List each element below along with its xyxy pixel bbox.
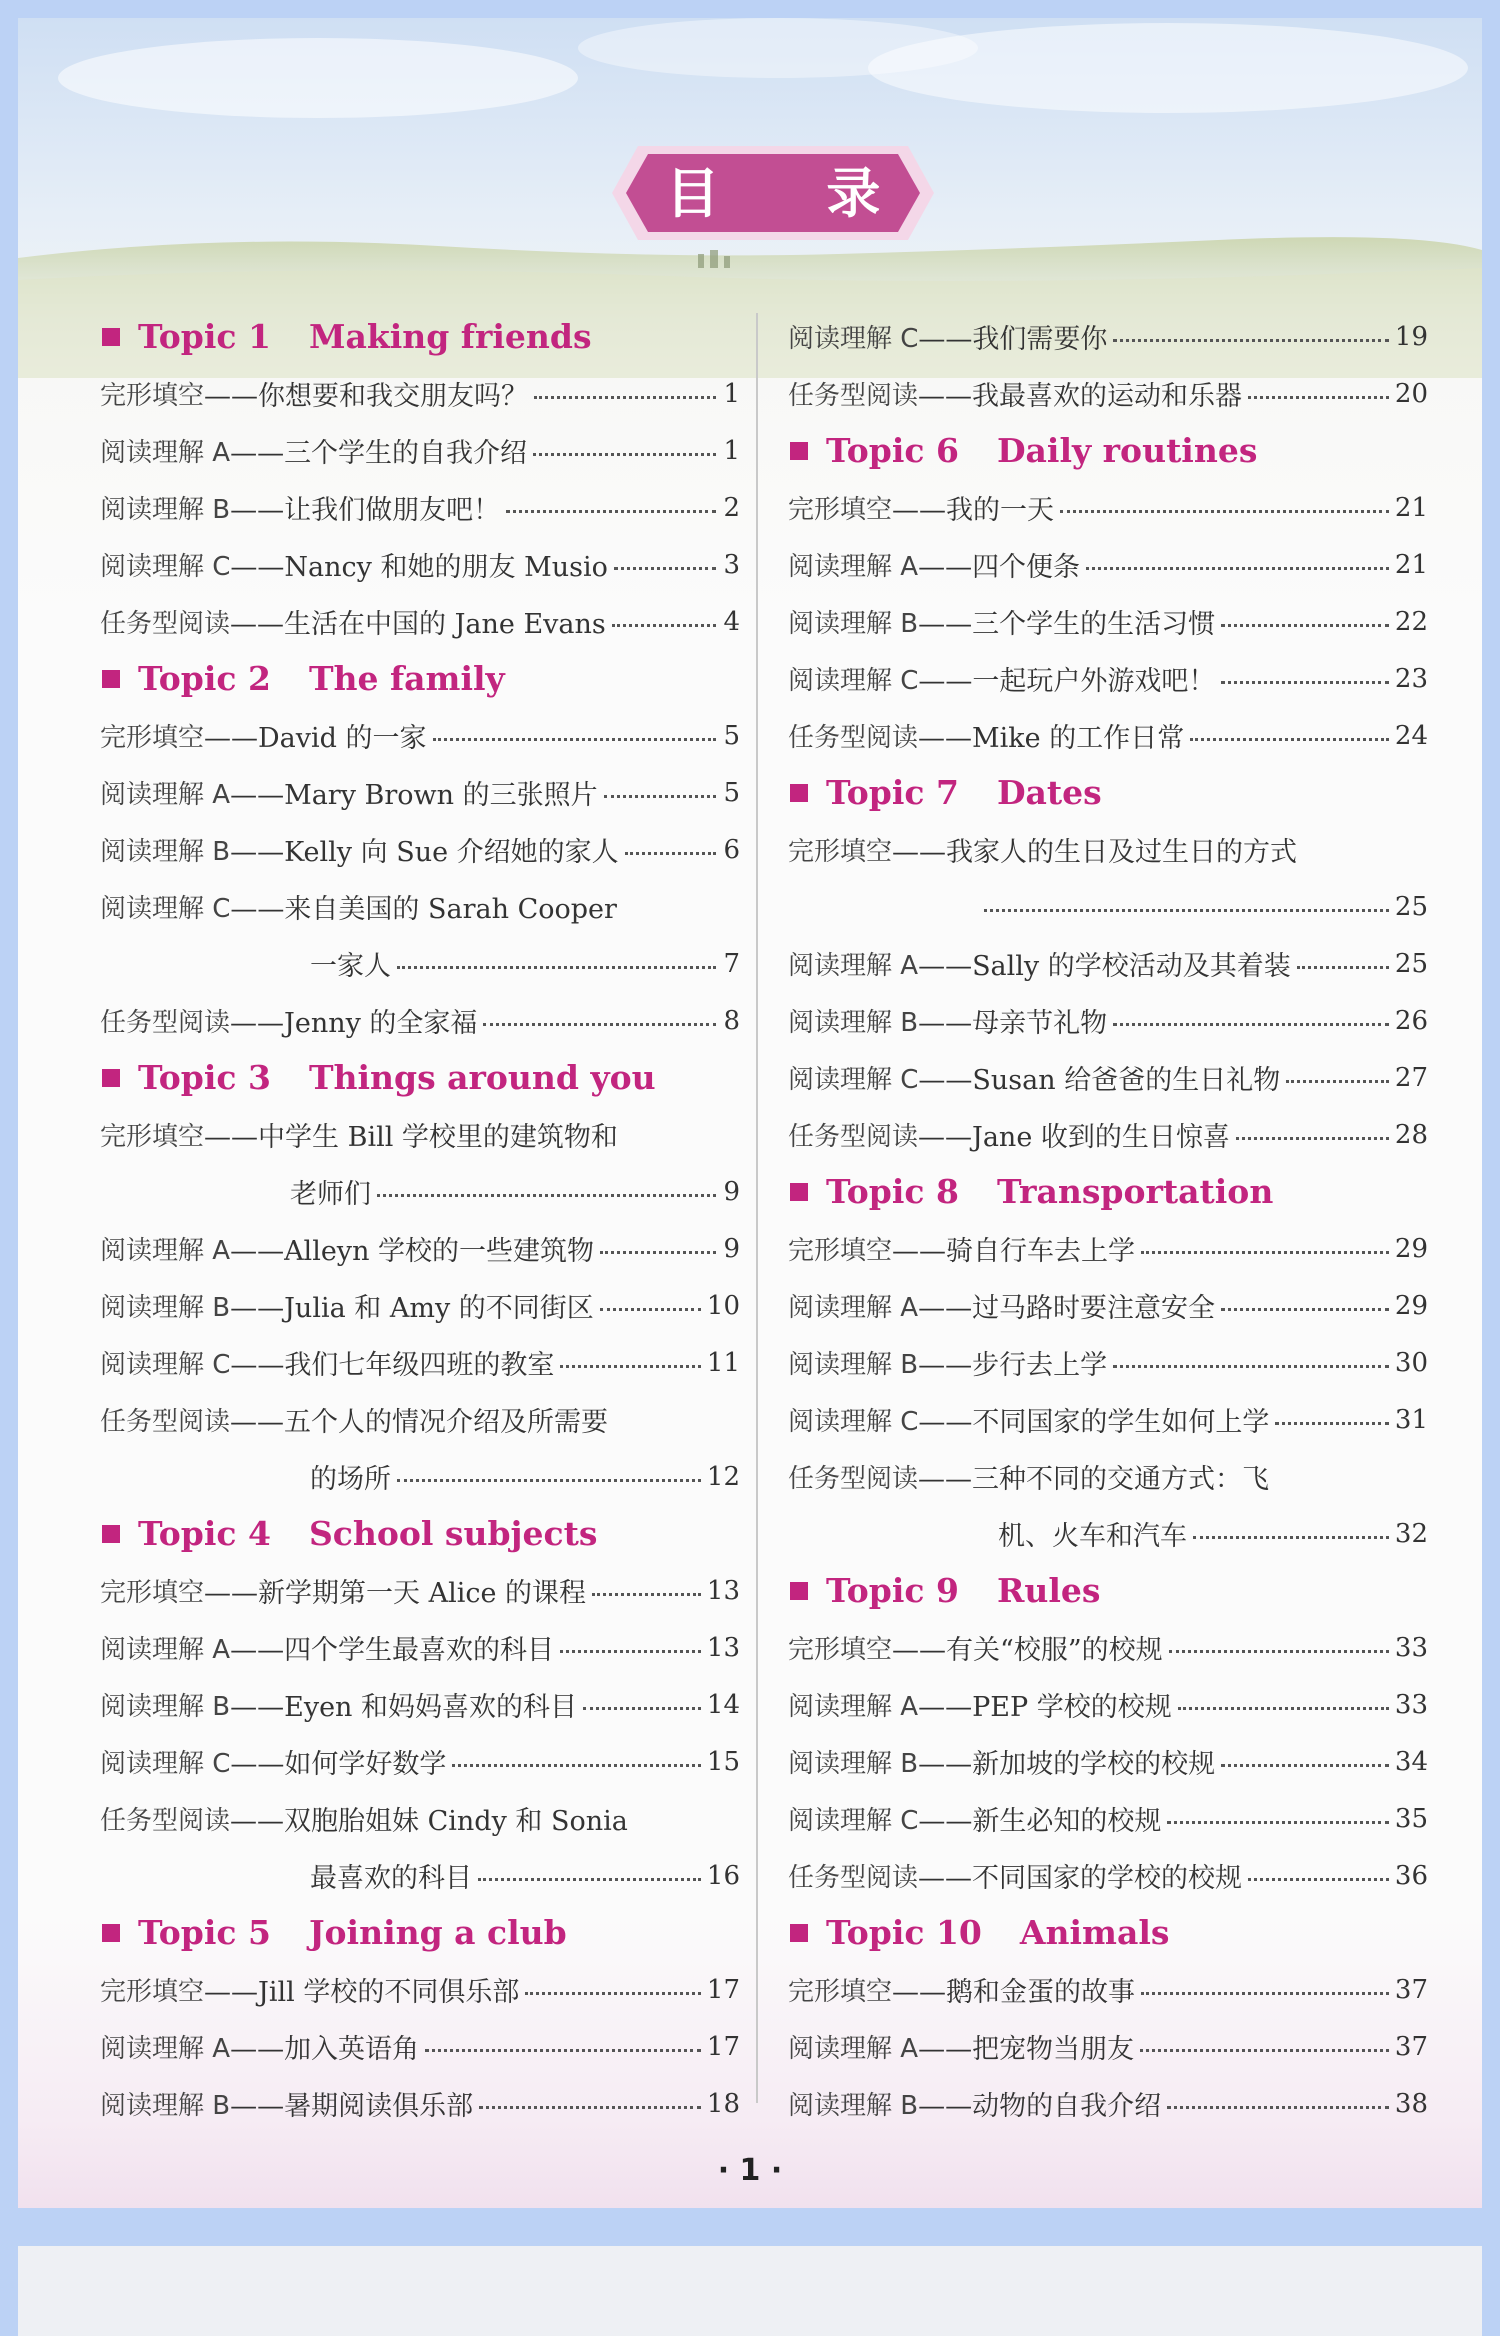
- entry-title: ——新生必知的校规: [918, 1806, 1162, 1837]
- entry-page-number: 22: [1394, 606, 1428, 637]
- entry-page-number: 13: [706, 1632, 740, 1663]
- entry-page-number: 21: [1394, 549, 1428, 580]
- square-bullet-icon: [790, 1582, 808, 1600]
- entry-page-number: 33: [1394, 1689, 1428, 1720]
- toc-entry: [788, 1619, 1428, 1676]
- entry-page-number: 37: [1394, 1974, 1428, 2005]
- entry-title: ——Jane 收到的生日惊喜: [918, 1122, 1230, 1153]
- toc-entry: [788, 1106, 1428, 1163]
- topic-number: Topic 6: [826, 431, 959, 470]
- topic-name: Animals: [1019, 1913, 1170, 1952]
- dot-leader: [1178, 1707, 1389, 1710]
- square-bullet-icon: [102, 1525, 120, 1543]
- entry-title: ——三个学生的生活习惯: [918, 609, 1216, 640]
- entry-page-number: 34: [1394, 1746, 1428, 1777]
- toc-entry: [100, 593, 740, 650]
- entry-title: ——四个便条: [918, 552, 1081, 583]
- entry-title: ——Jenny 的全家福: [230, 1008, 478, 1039]
- entry-title: ——Susan 给爸爸的生日礼物: [918, 1065, 1281, 1096]
- toc-entry-continuation: [100, 1847, 740, 1904]
- topic-number: Topic 8: [826, 1172, 959, 1211]
- entry-category: 阅读理解 B: [788, 1749, 919, 1779]
- toc-entry: [788, 365, 1428, 422]
- square-bullet-icon: [102, 1069, 120, 1087]
- entry-category: 任务型阅读: [100, 1407, 231, 1437]
- dot-leader: [583, 1707, 701, 1710]
- entry-page-number: 31: [1394, 1404, 1428, 1435]
- entry-page-number: 26: [1394, 1005, 1428, 1036]
- entry-category: 任务型阅读: [788, 381, 919, 411]
- toc-entry: [788, 1220, 1428, 1277]
- entry-page-number: 29: [1394, 1233, 1428, 1264]
- toc-entry: [788, 1049, 1428, 1106]
- entry-page-number: 15: [706, 1746, 740, 1777]
- dot-leader: [1167, 2106, 1389, 2109]
- entry-page-number: 35: [1394, 1803, 1428, 1834]
- entry-page-number: 28: [1394, 1119, 1428, 1150]
- dot-leader: [1297, 966, 1389, 969]
- toc-entry: [788, 935, 1428, 992]
- entry-category: 完形填空: [788, 1977, 893, 2007]
- entry-title: ——Mary Brown 的三张照片: [230, 780, 598, 811]
- topic-number: Topic 4: [138, 1514, 271, 1553]
- toc-entry: [788, 1391, 1428, 1448]
- toc-entry: [100, 707, 740, 764]
- topic-heading: [788, 1904, 1428, 1961]
- toc-entry: [100, 1391, 740, 1448]
- topic-name: Rules: [996, 1571, 1101, 1610]
- toc-entry: [100, 1676, 740, 1733]
- toc-entry: [788, 1847, 1428, 1904]
- toc-entry: [788, 992, 1428, 1049]
- entry-page-number: 1: [723, 435, 740, 466]
- toc-entry: [788, 2018, 1428, 2075]
- entry-title: ——我的一天: [892, 495, 1055, 526]
- dot-leader: [1113, 339, 1388, 342]
- toc-entry: [100, 422, 740, 479]
- entry-title: ——Kelly 向 Sue 介绍她的家人: [230, 837, 619, 868]
- square-bullet-icon: [102, 1924, 120, 1942]
- toc-entry: [788, 593, 1428, 650]
- toc-entry: [100, 821, 740, 878]
- topic-heading: [788, 422, 1428, 479]
- entry-category: 阅读理解 A: [100, 1236, 231, 1266]
- topic-name: Joining a club: [308, 1913, 567, 1952]
- entry-category: 任务型阅读: [788, 1863, 919, 1893]
- toc-entry: [100, 479, 740, 536]
- dot-leader: [397, 1479, 701, 1482]
- entry-page-number: 2: [723, 492, 740, 523]
- topic-name: School subjects: [308, 1514, 598, 1553]
- topic-name: Making friends: [308, 317, 592, 356]
- entry-title: ——Jill 学校的不同俱乐部: [204, 1977, 520, 2008]
- dot-leader: [612, 624, 716, 627]
- entry-category: 阅读理解 A: [788, 951, 919, 981]
- toc-entry: [100, 536, 740, 593]
- entry-title: ——三个学生的自我介绍: [230, 438, 528, 469]
- topic-heading: [788, 1562, 1428, 1619]
- entry-title: ——中学生 Bill 学校里的建筑物和: [204, 1122, 618, 1153]
- entry-page-number: 18: [706, 2088, 740, 2119]
- entry-title: ——让我们做朋友吧！: [230, 495, 501, 526]
- dot-leader: [984, 909, 1389, 912]
- entry-title: ——David 的一家: [204, 723, 427, 754]
- toc-entry-continuation: [788, 1505, 1428, 1562]
- toc-entry: [100, 2018, 740, 2075]
- topic-number: Topic 2: [138, 659, 271, 698]
- topic-number: Topic 10: [826, 1913, 982, 1952]
- dot-leader: [533, 453, 716, 456]
- dot-leader: [1248, 1878, 1389, 1881]
- entry-title: ——不同国家的学生如何上学: [918, 1407, 1270, 1438]
- topic-name: The family: [308, 659, 505, 698]
- toc-entry-continuation: [100, 1163, 740, 1220]
- entry-category: 阅读理解 B: [100, 837, 231, 867]
- dot-leader: [525, 1992, 701, 1995]
- entry-category: 阅读理解 A: [788, 1293, 919, 1323]
- entry-category: 阅读理解 A: [788, 1692, 919, 1722]
- entry-category: 阅读理解 C: [788, 1065, 919, 1095]
- entry-title-continued: 一家人: [310, 951, 391, 982]
- entry-title: ——来自美国的 Sarah Cooper: [230, 894, 617, 925]
- topic-heading: [100, 308, 740, 365]
- entry-title: ——骑自行车去上学: [892, 1236, 1136, 1267]
- entry-page-number: 38: [1394, 2088, 1428, 2119]
- topic-number: Topic 7: [826, 773, 959, 812]
- entry-category: 任务型阅读: [788, 723, 919, 753]
- entry-category: 任务型阅读: [100, 1008, 231, 1038]
- entry-title: ——我家人的生日及过生日的方式: [892, 837, 1298, 868]
- toc-entry: [788, 536, 1428, 593]
- entry-title: ——生活在中国的 Jane Evans: [230, 609, 606, 640]
- entry-page-number: 5: [723, 720, 740, 751]
- dot-leader: [433, 738, 716, 741]
- entry-category: 阅读理解 A: [788, 2034, 919, 2064]
- entry-title: ——五个人的情况介绍及所需要: [230, 1407, 609, 1438]
- entry-page-number: 21: [1394, 492, 1428, 523]
- entry-title: ——Eyen 和妈妈喜欢的科目: [230, 1692, 578, 1723]
- entry-title: ——Mike 的工作日常: [918, 723, 1185, 754]
- entry-page-number: 25: [1394, 948, 1428, 979]
- topic-name: Dates: [996, 773, 1102, 812]
- entry-page-number: 20: [1394, 378, 1428, 409]
- dot-leader: [600, 1251, 716, 1254]
- entry-title: ——Sally 的学校活动及其着装: [918, 951, 1291, 982]
- entry-page-number: 7: [723, 948, 740, 979]
- entry-title: ——加入英语角: [230, 2034, 420, 2065]
- dot-leader: [1248, 396, 1389, 399]
- toc-entry: [100, 1961, 740, 2018]
- entry-title: ——不同国家的学校的校规: [918, 1863, 1243, 1894]
- entry-page-number: 4: [723, 606, 740, 637]
- entry-category: 阅读理解 C: [100, 552, 231, 582]
- entry-page-number: 32: [1394, 1518, 1428, 1549]
- entry-page-number: 9: [723, 1176, 740, 1207]
- entry-category: 阅读理解 A: [100, 2034, 231, 2064]
- dot-leader: [1236, 1137, 1389, 1140]
- entry-category: 阅读理解 B: [788, 1008, 919, 1038]
- entry-page-number: 37: [1394, 2031, 1428, 2062]
- toc-entry: [788, 1676, 1428, 1733]
- dot-leader: [1113, 1023, 1389, 1026]
- entry-page-number: 11: [706, 1347, 740, 1378]
- dot-leader: [1190, 738, 1389, 741]
- page-title: 目 录: [665, 161, 925, 225]
- toc-entry: [100, 992, 740, 1049]
- entry-category: 完形填空: [788, 495, 893, 525]
- entry-page-number: 10: [706, 1290, 740, 1321]
- entry-title: ——我们需要你: [918, 324, 1108, 355]
- entry-page-number: 6: [723, 834, 740, 865]
- entry-category: 阅读理解 C: [100, 894, 231, 924]
- toc-entry: [788, 1334, 1428, 1391]
- entry-category: 阅读理解 A: [100, 1635, 231, 1665]
- toc-entry: [788, 308, 1428, 365]
- entry-category: 阅读理解 A: [788, 552, 919, 582]
- dot-leader: [560, 1650, 701, 1653]
- toc-right-column: [788, 308, 1428, 2132]
- entry-category: 完形填空: [100, 1977, 205, 2007]
- dot-leader: [1086, 567, 1389, 570]
- entry-page-number: 25: [1394, 891, 1428, 922]
- entry-title: ——有关“校服”的校规: [892, 1635, 1163, 1666]
- topic-heading: [100, 1049, 740, 1106]
- dot-leader: [1275, 1422, 1388, 1425]
- topic-number: Topic 5: [138, 1913, 271, 1952]
- entry-category: 完形填空: [100, 381, 205, 411]
- topic-heading: [788, 1163, 1428, 1220]
- toc-entry-continuation: [100, 1448, 740, 1505]
- dot-leader: [1060, 510, 1389, 513]
- entry-category: 完形填空: [788, 1236, 893, 1266]
- toc-entry: [788, 1277, 1428, 1334]
- entry-category: 任务型阅读: [788, 1464, 919, 1494]
- entry-page-number: 33: [1394, 1632, 1428, 1663]
- entry-page-number: 12: [706, 1461, 740, 1492]
- dot-leader: [614, 567, 716, 570]
- entry-category: 阅读理解 B: [100, 1293, 231, 1323]
- square-bullet-icon: [790, 1183, 808, 1201]
- dot-leader: [592, 1593, 701, 1596]
- entry-page-number: 8: [723, 1005, 740, 1036]
- square-bullet-icon: [790, 442, 808, 460]
- toc-entry-continuation: [100, 935, 740, 992]
- entry-title-continued: 最喜欢的科目: [310, 1863, 472, 1894]
- entry-category: 完形填空: [788, 837, 893, 867]
- topic-heading: [788, 764, 1428, 821]
- dot-leader: [377, 1194, 716, 1197]
- entry-category: 阅读理解 C: [788, 324, 919, 354]
- entry-category: 阅读理解 B: [100, 2091, 231, 2121]
- toc-entry-continuation: [788, 878, 1428, 935]
- dot-leader: [1221, 1308, 1389, 1311]
- column-divider: [756, 313, 758, 2103]
- entry-page-number: 16: [706, 1860, 740, 1891]
- entry-category: 阅读理解 A: [100, 780, 231, 810]
- toc-entry: [100, 1790, 740, 1847]
- entry-category: 阅读理解 A: [100, 438, 231, 468]
- dot-leader: [478, 1878, 701, 1881]
- entry-title: ——PEP 学校的校规: [918, 1692, 1172, 1723]
- toc-entry: [100, 1619, 740, 1676]
- entry-page-number: 24: [1394, 720, 1428, 751]
- entry-category: 阅读理解 B: [788, 2091, 919, 2121]
- entry-title: ——三种不同的交通方式：飞: [918, 1464, 1270, 1495]
- entry-title-continued: 的场所: [310, 1464, 391, 1495]
- entry-title: ——双胞胎姐妹 Cindy 和 Sonia: [230, 1806, 628, 1837]
- dot-leader: [534, 396, 716, 399]
- toc-entry: [788, 650, 1428, 707]
- dot-leader: [506, 510, 716, 513]
- dot-leader: [483, 1023, 716, 1026]
- entry-title: ——过马路时要注意安全: [918, 1293, 1216, 1324]
- entry-title: ——一起玩户外游戏吧！: [918, 666, 1216, 697]
- topic-number: Topic 1: [138, 317, 271, 356]
- topic-heading: [100, 1505, 740, 1562]
- toc-entry: [100, 2075, 740, 2132]
- entry-page-number: 3: [723, 549, 740, 580]
- entry-title: ——我最喜欢的运动和乐器: [918, 381, 1243, 412]
- square-bullet-icon: [790, 1924, 808, 1942]
- dot-leader: [397, 966, 716, 969]
- toc-entry: [100, 1334, 740, 1391]
- entry-title: ——鹅和金蛋的故事: [892, 1977, 1136, 2008]
- entry-page-number: 9: [723, 1233, 740, 1264]
- entry-category: 完形填空: [100, 723, 205, 753]
- entry-title: ——新学期第一天 Alice 的课程: [204, 1578, 587, 1609]
- entry-category: 阅读理解 C: [788, 666, 919, 696]
- dot-leader: [625, 852, 716, 855]
- dot-leader: [425, 2049, 701, 2052]
- entry-page-number: 19: [1394, 321, 1428, 352]
- entry-title: ——把宠物当朋友: [918, 2034, 1135, 2065]
- entry-page-number: 14: [706, 1689, 740, 1720]
- toc-entry: [788, 821, 1428, 878]
- dot-leader: [1193, 1536, 1389, 1539]
- toc-entry: [788, 707, 1428, 764]
- toc-left-column: [100, 308, 740, 2132]
- toc-entry: [788, 1790, 1428, 1847]
- entry-category: 任务型阅读: [100, 609, 231, 639]
- toc-entry: [788, 1448, 1428, 1505]
- entry-title: ——如何学好数学: [230, 1749, 447, 1780]
- entry-page-number: 29: [1394, 1290, 1428, 1321]
- entry-category: 完形填空: [788, 1635, 893, 1665]
- dot-leader: [1221, 624, 1389, 627]
- toc-entry: [788, 479, 1428, 536]
- toc-entry: [100, 764, 740, 821]
- entry-page-number: 27: [1394, 1062, 1428, 1093]
- entry-title: ——动物的自我介绍: [918, 2091, 1162, 2122]
- topic-name: Transportation: [996, 1172, 1274, 1211]
- dot-leader: [1169, 1650, 1389, 1653]
- entry-title: ——母亲节礼物: [918, 1008, 1108, 1039]
- dot-leader: [600, 1308, 701, 1311]
- entry-title: ——Julia 和 Amy 的不同街区: [230, 1293, 594, 1324]
- dot-leader: [1141, 1992, 1389, 1995]
- toc-entry: [100, 1277, 740, 1334]
- entry-category: 阅读理解 B: [788, 1350, 919, 1380]
- title-banner: [608, 138, 938, 248]
- entry-page-number: 36: [1394, 1860, 1428, 1891]
- toc-entry: [100, 1562, 740, 1619]
- topic-number: Topic 9: [826, 1571, 959, 1610]
- toc-entry: [100, 365, 740, 422]
- dot-leader: [1167, 1821, 1388, 1824]
- dot-leader: [479, 2106, 701, 2109]
- entry-title-continued: 老师们: [290, 1179, 371, 1210]
- topic-number: Topic 3: [138, 1058, 271, 1097]
- page-number: · 1 ·: [717, 2153, 783, 2188]
- entry-category: 阅读理解 B: [100, 495, 231, 525]
- toc-entry: [788, 1733, 1428, 1790]
- topic-name: Things around you: [308, 1058, 656, 1097]
- entry-category: 任务型阅读: [788, 1122, 919, 1152]
- toc-entry: [100, 878, 740, 935]
- dot-leader: [1286, 1080, 1389, 1083]
- entry-category: 阅读理解 C: [788, 1407, 919, 1437]
- entry-title: ——四个学生最喜欢的科目: [230, 1635, 555, 1666]
- entry-title: ——暑期阅读俱乐部: [230, 2091, 474, 2122]
- dot-leader: [1113, 1365, 1389, 1368]
- square-bullet-icon: [102, 328, 120, 346]
- toc-page: [18, 18, 1482, 2208]
- next-page-edge: [18, 2246, 1482, 2336]
- dot-leader: [1140, 2049, 1389, 2052]
- entry-category: 阅读理解 B: [788, 609, 919, 639]
- entry-title: ——新加坡的学校的校规: [918, 1749, 1216, 1780]
- entry-title-continued: 机、火车和汽车: [998, 1521, 1187, 1552]
- entry-title: ——Nancy 和她的朋友 Musio: [230, 552, 608, 583]
- entry-page-number: 13: [706, 1575, 740, 1606]
- entry-title: ——Alleyn 学校的一些建筑物: [230, 1236, 595, 1267]
- entry-page-number: 30: [1394, 1347, 1428, 1378]
- entry-title: ——我们七年级四班的教室: [230, 1350, 555, 1381]
- dot-leader: [1221, 681, 1388, 684]
- topic-heading: [100, 1904, 740, 1961]
- entry-category: 完形填空: [100, 1122, 205, 1152]
- square-bullet-icon: [102, 670, 120, 688]
- dot-leader: [604, 795, 716, 798]
- dot-leader: [1141, 1251, 1389, 1254]
- topic-heading: [100, 650, 740, 707]
- toc-entry: [100, 1220, 740, 1277]
- toc-entry: [788, 1961, 1428, 2018]
- entry-page-number: 17: [706, 1974, 740, 2005]
- dot-leader: [452, 1764, 700, 1767]
- entry-page-number: 23: [1394, 663, 1428, 694]
- entry-category: 阅读理解 B: [100, 1692, 231, 1722]
- topic-name: Daily routines: [996, 431, 1258, 470]
- entry-category: 阅读理解 C: [100, 1749, 231, 1779]
- entry-category: 阅读理解 C: [100, 1350, 231, 1380]
- square-bullet-icon: [790, 784, 808, 802]
- entry-title: ——你想要和我交朋友吗？: [204, 381, 529, 412]
- dot-leader: [1221, 1764, 1389, 1767]
- toc-entry: [788, 2075, 1428, 2132]
- entry-page-number: 17: [706, 2031, 740, 2062]
- toc-entry: [100, 1106, 740, 1163]
- entry-category: 任务型阅读: [100, 1806, 231, 1836]
- entry-title: ——步行去上学: [918, 1350, 1108, 1381]
- entry-page-number: 5: [723, 777, 740, 808]
- dot-leader: [560, 1365, 700, 1368]
- entry-page-number: 1: [723, 378, 740, 409]
- toc-entry: [100, 1733, 740, 1790]
- entry-category: 完形填空: [100, 1578, 205, 1608]
- entry-category: 阅读理解 C: [788, 1806, 919, 1836]
